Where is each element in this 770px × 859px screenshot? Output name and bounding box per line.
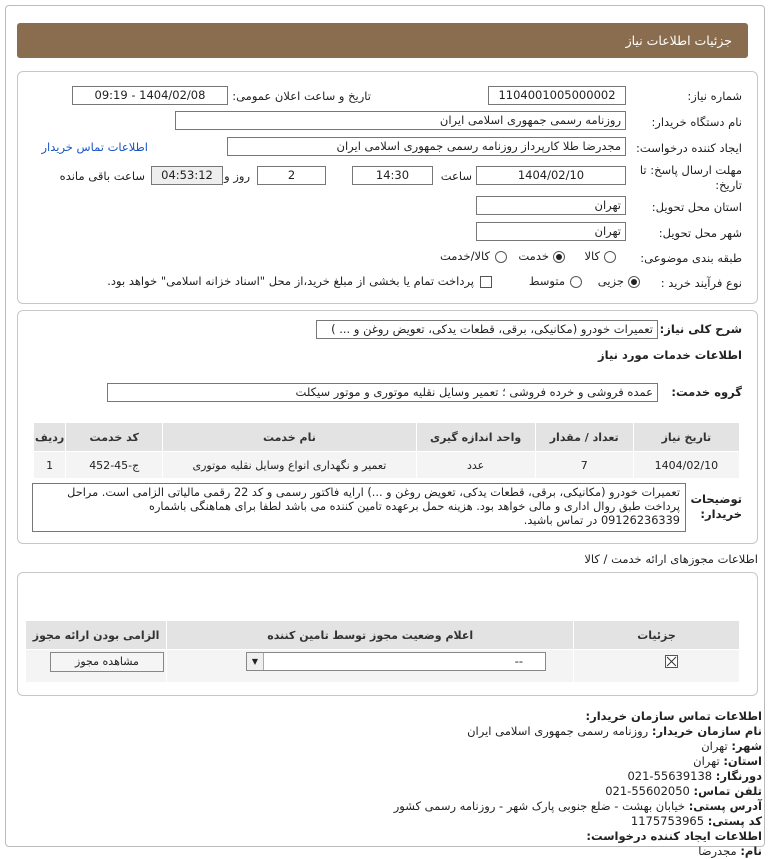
contact-city: تهران: [701, 739, 728, 753]
cell-row: 1: [34, 452, 66, 479]
category-radio-goods[interactable]: [604, 251, 616, 263]
summary-label: شرح کلی نیاز:: [659, 322, 742, 336]
deadline-time-field: 14:30: [352, 166, 433, 185]
creator-info-title: اطلاعات ایجاد کننده درخواست:: [586, 829, 762, 843]
city-label: شهر محل تحویل:: [658, 226, 742, 240]
services-table-wrap: [33, 422, 740, 479]
need-number-label: شماره نیاز:: [687, 89, 742, 103]
contact-phone: 55602050-021: [605, 784, 690, 798]
buyer-notes-line-3: 09126236339 در تماس باشید.: [523, 514, 680, 527]
cell-unit: عدد: [416, 452, 535, 479]
process-option-minor: جزیی: [597, 274, 624, 288]
buyer-notes-line-2: پرداخت طبق روال اداری و مالی خواهد بود. هزینه حمل برعهده تامین کننده می باشد لطفا برای هماهنگی باشماره: [149, 500, 680, 513]
city-field: تهران: [476, 222, 626, 241]
announce-label: تاریخ و ساعت اعلان عمومی:: [232, 89, 371, 103]
category-option-goods-service: کالا/خدمت: [439, 249, 490, 263]
remaining-label: ساعت باقی مانده: [59, 169, 145, 183]
process-radio-medium[interactable]: [570, 276, 582, 288]
creator-name: مجدرضا: [698, 844, 737, 858]
select-arrow-box: [247, 653, 264, 670]
process-radio-minor[interactable]: [628, 276, 640, 288]
province-field: تهران: [476, 196, 626, 215]
cross-icon: [666, 656, 677, 667]
process-option-medium: متوسط: [528, 274, 565, 288]
col-name-header: نام خدمت: [163, 423, 416, 452]
announce-field: 1404/02/08 - 09:19: [72, 86, 228, 105]
permit-status-value: --: [514, 654, 523, 668]
deadline-label-date: تاریخ:: [715, 178, 742, 192]
contact-address: خیابان بهشت - ضلع جنوبی پارک شهر - روزنامه رسمی کشور: [393, 799, 686, 813]
deadline-date-field: 1404/02/10: [476, 166, 626, 185]
col-date-header: تاریخ نیاز: [633, 423, 739, 452]
col-code-header: کد خدمت: [66, 423, 163, 452]
permit-required-checkbox[interactable]: [665, 655, 678, 668]
contact-fax-label: دورنگار:: [715, 769, 762, 783]
service-group-field: عمده فروشی و خرده فروشی ؛ تعمیر وسایل نقلیه موتوری و موتور سیکلت: [107, 383, 658, 402]
col-row-header: ردیف: [34, 423, 66, 452]
view-permit-button[interactable]: مشاهده مجوز: [50, 652, 164, 672]
contact-postal-label: کد پستی:: [707, 814, 762, 828]
category-radio-service[interactable]: [553, 251, 565, 263]
chevron-down-icon: ▼: [251, 657, 259, 666]
cell-name: تعمیر و نگهداری انواع وسایل نقلیه موتوری: [163, 452, 416, 479]
contact-org: روزنامه رسمی جمهوری اسلامی ایران: [467, 724, 649, 738]
category-label: طبقه بندی موضوعی:: [640, 251, 742, 265]
category-radio-goods-service[interactable]: [495, 251, 507, 263]
table-row: [34, 452, 740, 479]
creator-field: مجدرضا طلا کارپرداز روزنامه رسمی جمهوری اسلامی ایران: [227, 137, 626, 156]
province-label: استان محل تحویل:: [651, 200, 742, 214]
buyer-notes-label: توضیحات: [690, 492, 742, 506]
days-label: روز و: [224, 169, 250, 183]
permits-title: اطلاعات مجوزهای ارائه خدمت / کالا: [584, 552, 758, 566]
services-table: [33, 422, 740, 479]
permit-status-select[interactable]: [246, 652, 546, 671]
buyer-notes-label-2: خریدار:: [700, 507, 742, 521]
deadline-label: مهلت ارسال پاسخ: تا: [639, 163, 742, 177]
remaining-time-field: 04:53:12: [151, 166, 223, 185]
treasury-payment-note: پرداخت تمام یا بخشی از مبلغ خرید،از محل "اسناد خزانه اسلامی" خواهد بود.: [107, 274, 474, 288]
time-label: ساعت: [440, 169, 472, 183]
contact-province-label: استان:: [723, 754, 762, 768]
need-number-field: 1104001005000002: [488, 86, 626, 105]
buyer-notes-line-1: تعمیرات خودرو (مکانیکی، برقی، قطعات یدکی، تعویض روغن و ...) ارایه فاکتور رسمی و کد 22 رقمی مالیاتی الزامی است. مراحل: [67, 486, 680, 499]
category-option-service: خدمت: [518, 249, 549, 263]
cell-date: 1404/02/10: [633, 452, 739, 479]
contact-title: اطلاعات تماس سازمان خریدار:: [585, 709, 762, 723]
contact-address-label: آدرس پستی:: [688, 799, 762, 813]
contact-fax: 55639138-021: [627, 769, 713, 783]
col-permit-required-header: الزامی بودن ارائه مجوز: [26, 621, 167, 650]
creator-label: ایجاد کننده درخواست:: [636, 141, 742, 155]
buyer-org-field: روزنامه رسمی جمهوری اسلامی ایران: [175, 111, 626, 130]
contact-info-block: [22, 709, 762, 859]
creator-name-label: نام:: [740, 844, 762, 858]
category-option-goods: کالا: [584, 249, 600, 263]
col-permit-details-header: جزئیات: [574, 621, 740, 650]
contact-org-label: نام سازمان خریدار:: [651, 724, 762, 738]
need-info-section: [17, 71, 758, 304]
process-label: نوع فرآیند خرید :: [660, 276, 742, 290]
contact-info-link[interactable]: اطلاعات تماس خریدار: [41, 140, 148, 154]
days-field: 2: [257, 166, 326, 185]
contact-phone-label: تلفن تماس:: [693, 784, 762, 798]
contact-postal: 1175753965: [630, 814, 705, 828]
buyer-notes-box: [32, 483, 686, 532]
summary-field: تعمیرات خودرو (مکانیکی، برقی، قطعات یدکی، تعویض روغن و ... ): [316, 320, 658, 339]
treasury-payment-checkbox[interactable]: [480, 276, 492, 288]
contact-province: تهران: [693, 754, 720, 768]
services-title: اطلاعات خدمات مورد نیاز: [598, 348, 742, 362]
cell-qty: 7: [535, 452, 633, 479]
col-qty-header: تعداد / مقدار: [535, 423, 633, 452]
col-permit-status-header: اعلام وضعیت مجوز توسط تامین کننده: [167, 621, 574, 650]
buyer-org-label: نام دستگاه خریدار:: [651, 115, 742, 129]
cell-code: ج-45-452: [66, 452, 163, 479]
col-unit-header: واحد اندازه گیری: [416, 423, 535, 452]
service-group-label: گروه خدمت:: [671, 385, 742, 399]
contact-city-label: شهر:: [731, 739, 762, 753]
page-title: جزئیات اطلاعات نیاز: [17, 23, 748, 58]
